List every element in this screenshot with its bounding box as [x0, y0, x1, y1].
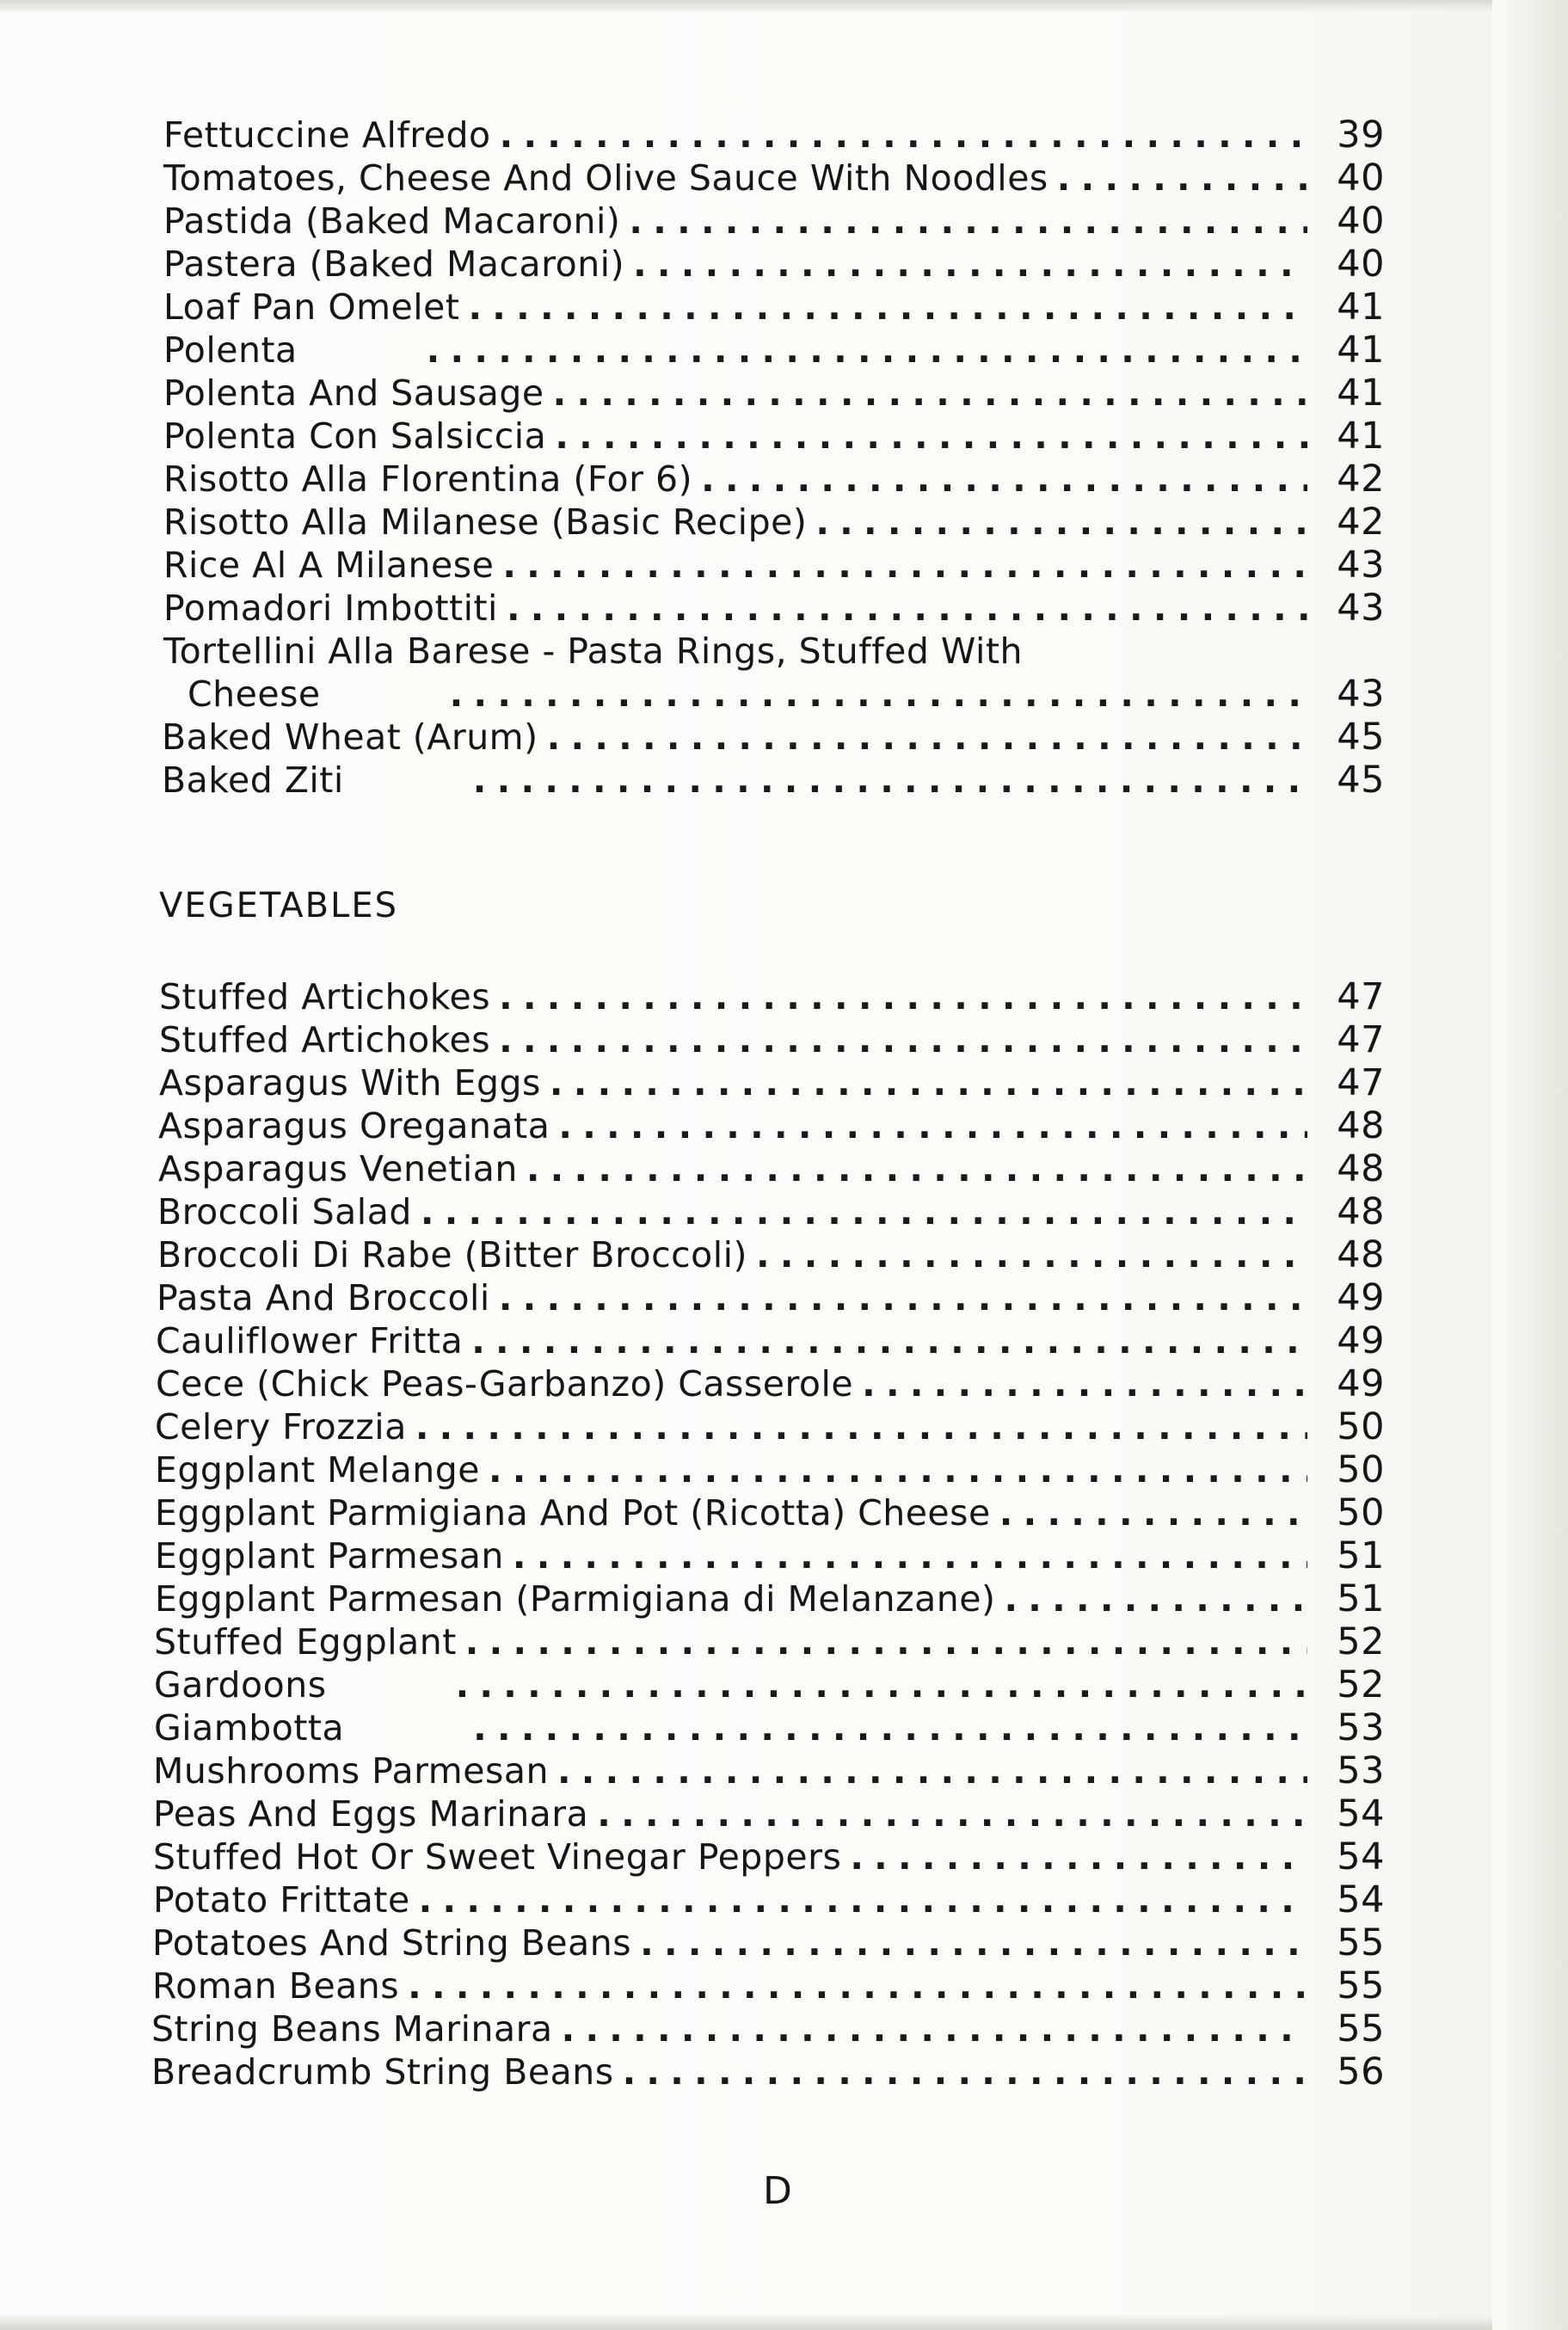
- dot-leader: [633, 243, 1307, 285]
- toc-entry-page: 40: [1337, 157, 1385, 200]
- page-footer-letter: D: [763, 2169, 792, 2213]
- toc-entry-page: 40: [1337, 243, 1385, 286]
- toc-entry: [188, 673, 1385, 715]
- toc-entry: [151, 2051, 1385, 2093]
- toc-entry-title: Asparagus With Eggs: [159, 1062, 541, 1104]
- toc-entry-page: 52: [1337, 1620, 1385, 1663]
- toc-entry-page: 49: [1337, 1276, 1385, 1319]
- toc-entry-title: Potatoes And String Beans: [152, 1922, 632, 1964]
- toc-entry-page: 55: [1337, 1921, 1385, 1964]
- toc-entry-title: Pastera (Baked Macaroni): [163, 243, 625, 285]
- dot-leader: [513, 1535, 1307, 1577]
- toc-entry-page: 42: [1337, 501, 1385, 544]
- dot-leader: [547, 716, 1307, 758]
- toc-entry: [154, 1621, 1385, 1663]
- toc-entry: [154, 1707, 1385, 1749]
- toc-entry: [157, 1191, 1385, 1233]
- dot-leader: [553, 372, 1307, 414]
- toc-entry-title: Cauliflower Fritta: [156, 1320, 464, 1362]
- toc-entry: [162, 716, 1385, 758]
- dot-leader: [465, 1621, 1307, 1663]
- toc-entry: [163, 200, 1385, 242]
- toc-entry-page: 41: [1337, 329, 1385, 372]
- toc-entry-page: 48: [1337, 1233, 1385, 1276]
- section-heading: VEGETABLES: [159, 886, 398, 925]
- toc-entry: [157, 1277, 1385, 1319]
- dot-leader: [850, 1836, 1307, 1878]
- dot-leader: [456, 1664, 1307, 1706]
- toc-entry: [153, 1793, 1385, 1835]
- toc-entry-title: Pastida (Baked Macaroni): [163, 200, 621, 242]
- toc-entry: [155, 1449, 1385, 1491]
- dot-leader: [499, 1277, 1307, 1319]
- toc-entry-page: 55: [1337, 2007, 1385, 2050]
- dot-leader: [526, 1148, 1307, 1190]
- toc-entry-title: Cece (Chick Peas-Garbanzo) Casserole: [156, 1363, 854, 1405]
- toc-entry-page: 45: [1337, 716, 1385, 759]
- dot-leader: [427, 329, 1307, 371]
- dot-leader: [1057, 157, 1307, 199]
- toc-entry: [163, 372, 1385, 414]
- dot-leader: [419, 1879, 1307, 1921]
- toc-entry: [155, 1535, 1385, 1577]
- toc-entry-page: 40: [1337, 200, 1385, 243]
- toc-entry-page: 52: [1337, 1663, 1385, 1706]
- toc-entry-page: 45: [1337, 759, 1385, 802]
- toc-entry-title: Polenta And Sausage: [163, 372, 544, 414]
- toc-entry-page: 50: [1337, 1491, 1385, 1534]
- toc-entry: [158, 1105, 1385, 1147]
- toc-entry: [151, 2008, 1385, 2050]
- toc-entry-page: 43: [1337, 673, 1385, 716]
- spiral-binding: [1492, 0, 1568, 2330]
- toc-entry-title: Eggplant Parmigiana And Pot (Ricotta) Cheese: [155, 1492, 991, 1534]
- toc-entry: [163, 501, 1385, 543]
- toc-entry-page: 54: [1337, 1878, 1385, 1921]
- toc-entry-title: Mushrooms Parmesan: [153, 1750, 549, 1792]
- toc-entry-page: 51: [1337, 1577, 1385, 1620]
- dot-leader: [468, 286, 1307, 328]
- toc-entry-page: 47: [1337, 1061, 1385, 1104]
- dot-leader: [629, 200, 1307, 242]
- dot-leader: [555, 415, 1307, 457]
- toc-entry-page: 39: [1337, 114, 1385, 157]
- toc-entry-page: 56: [1337, 2050, 1385, 2093]
- toc-entry-page: 53: [1337, 1706, 1385, 1749]
- dot-leader: [473, 1707, 1307, 1749]
- toc-entry: [163, 157, 1385, 199]
- dot-leader: [558, 1105, 1307, 1147]
- toc-entry-title: Stuffed Hot Or Sweet Vinegar Peppers: [153, 1836, 842, 1878]
- toc-entry-title: Gardoons: [154, 1664, 327, 1706]
- toc-entry-title: Tomatoes, Cheese And Olive Sauce With Noodles: [163, 157, 1048, 199]
- toc-entry-title: Fettuccine Alfredo: [163, 114, 491, 156]
- toc-entry-title: Roman Beans: [152, 1965, 400, 2007]
- dot-leader: [623, 2051, 1307, 2093]
- toc-entry-title: Pasta And Broccoli: [157, 1277, 490, 1319]
- toc-entry-page: 53: [1337, 1749, 1385, 1792]
- toc-entry-title: Asparagus Venetian: [158, 1148, 518, 1190]
- dot-leader: [756, 1234, 1307, 1276]
- dot-leader: [502, 544, 1307, 586]
- toc-entry-title: Asparagus Oreganata: [158, 1105, 550, 1147]
- toc-entry-title: Risotto Alla Florentina (For 6): [163, 458, 693, 500]
- toc-entry-page: 41: [1337, 372, 1385, 415]
- toc-entry-title: Stuffed Artichokes: [159, 976, 491, 1017]
- dot-leader: [415, 1406, 1307, 1448]
- dot-leader: [815, 501, 1307, 543]
- toc-entry: [153, 1879, 1385, 1921]
- dot-leader: [597, 1793, 1307, 1835]
- toc-entry-title: Polenta Con Salsiccia: [163, 415, 547, 457]
- dot-leader: [499, 1019, 1307, 1060]
- toc-entry-title: Risotto Alla Milanese (Basic Recipe): [163, 501, 808, 543]
- toc-entry: [162, 759, 1385, 801]
- toc-entry-title: Eggplant Parmesan: [155, 1535, 504, 1577]
- toc-entry-title: Baked Ziti: [162, 759, 344, 801]
- toc-entry: [155, 1492, 1385, 1534]
- dot-leader: [557, 1750, 1307, 1792]
- toc-entry-title: Stuffed Eggplant: [154, 1621, 457, 1663]
- dot-leader: [701, 458, 1307, 500]
- dot-leader: [862, 1363, 1307, 1405]
- toc-entry-page: 54: [1337, 1835, 1385, 1878]
- toc-entry-title: Eggplant Melange: [155, 1449, 480, 1491]
- toc-entry: [159, 976, 1385, 1017]
- dot-leader: [471, 1320, 1307, 1362]
- toc-entry-title: Loaf Pan Omelet: [163, 286, 460, 328]
- dot-leader: [999, 1492, 1307, 1534]
- toc-entry-page: 42: [1337, 458, 1385, 501]
- toc-entry: [155, 1578, 1385, 1620]
- toc-entry-page: 55: [1337, 1964, 1385, 2007]
- toc-entry-title: Breadcrumb String Beans: [151, 2051, 614, 2093]
- toc-entry-page: 48: [1337, 1190, 1385, 1233]
- toc-entry-title: Polenta: [163, 329, 298, 371]
- toc-entry: [158, 1148, 1385, 1190]
- toc-entry: [163, 286, 1385, 328]
- dot-leader: [507, 587, 1307, 629]
- toc-entry: [153, 1836, 1385, 1878]
- dot-leader: [499, 976, 1307, 1017]
- toc-entry-page: 41: [1337, 415, 1385, 458]
- toc-entry: [152, 1965, 1385, 2007]
- toc-entry-title: Eggplant Parmesan (Parmigiana di Melanzane): [155, 1578, 996, 1620]
- toc-entry-title: Broccoli Di Rabe (Bitter Broccoli): [157, 1234, 748, 1276]
- toc-entry: [163, 458, 1385, 500]
- toc-entry: [157, 1234, 1385, 1276]
- toc-entry-title-line1: Tortellini Alla Barese - Pasta Rings, Stuffed With: [163, 630, 1024, 672]
- toc-entry-page: 48: [1337, 1104, 1385, 1147]
- toc-entry-page: 54: [1337, 1792, 1385, 1835]
- toc-entry: [163, 329, 1385, 371]
- toc-entry-title: Peas And Eggs Marinara: [153, 1793, 589, 1835]
- dot-leader: [421, 1191, 1307, 1233]
- toc-entry-page: 50: [1337, 1405, 1385, 1448]
- toc-entry-title: String Beans Marinara: [151, 2008, 553, 2050]
- toc-entry-title: Baked Wheat (Arum): [162, 716, 538, 758]
- toc-entry-title: Pomadori Imbottiti: [163, 587, 498, 629]
- toc-entry: [152, 1922, 1385, 1964]
- toc-entry: [163, 415, 1385, 457]
- toc-entry: [153, 1750, 1385, 1792]
- page-top-edge: [0, 0, 1568, 12]
- toc-entry-page: 47: [1337, 1018, 1385, 1061]
- toc-entry-title: Broccoli Salad: [157, 1191, 412, 1233]
- dot-leader: [450, 673, 1307, 715]
- dot-leader: [1004, 1578, 1307, 1620]
- toc-entry: [159, 1062, 1385, 1104]
- toc-entry: [163, 544, 1385, 586]
- toc-entry-title: Stuffed Artichokes: [159, 1019, 491, 1060]
- dot-leader: [500, 114, 1307, 156]
- toc-entry: [163, 587, 1385, 629]
- toc-entry-title: Rice Al A Milanese: [163, 544, 495, 586]
- toc-entry-page: 47: [1337, 975, 1385, 1018]
- toc-entry-page: 50: [1337, 1448, 1385, 1491]
- toc-entry-page: 48: [1337, 1147, 1385, 1190]
- dot-leader: [489, 1449, 1307, 1491]
- page-bottom-edge: [0, 2315, 1568, 2330]
- dot-leader: [562, 2008, 1307, 2050]
- dot-leader: [473, 759, 1307, 801]
- toc-entry-title: Cheese: [188, 673, 321, 715]
- toc-entry: [163, 114, 1385, 156]
- dot-leader: [550, 1062, 1307, 1104]
- toc-entry-page: 41: [1337, 286, 1385, 329]
- toc-entry: [156, 1320, 1385, 1362]
- toc-entry-title: Potato Frittate: [153, 1879, 410, 1921]
- toc-entry: [156, 1363, 1385, 1405]
- dot-leader: [408, 1965, 1307, 2007]
- toc-entry: [154, 1664, 1385, 1706]
- toc-entry: [155, 1406, 1385, 1448]
- dot-leader: [640, 1922, 1307, 1964]
- toc-entry-page: 49: [1337, 1319, 1385, 1362]
- toc-entry-page: 51: [1337, 1534, 1385, 1577]
- toc-entry-title: Celery Frozzia: [155, 1406, 407, 1448]
- toc-entry-page: 43: [1337, 587, 1385, 630]
- toc-entry: [163, 243, 1385, 285]
- toc-entry-title: Giambotta: [154, 1707, 345, 1749]
- toc-entry-page: 49: [1337, 1362, 1385, 1405]
- toc-entry-page: 43: [1337, 544, 1385, 587]
- toc-entry: [159, 1019, 1385, 1060]
